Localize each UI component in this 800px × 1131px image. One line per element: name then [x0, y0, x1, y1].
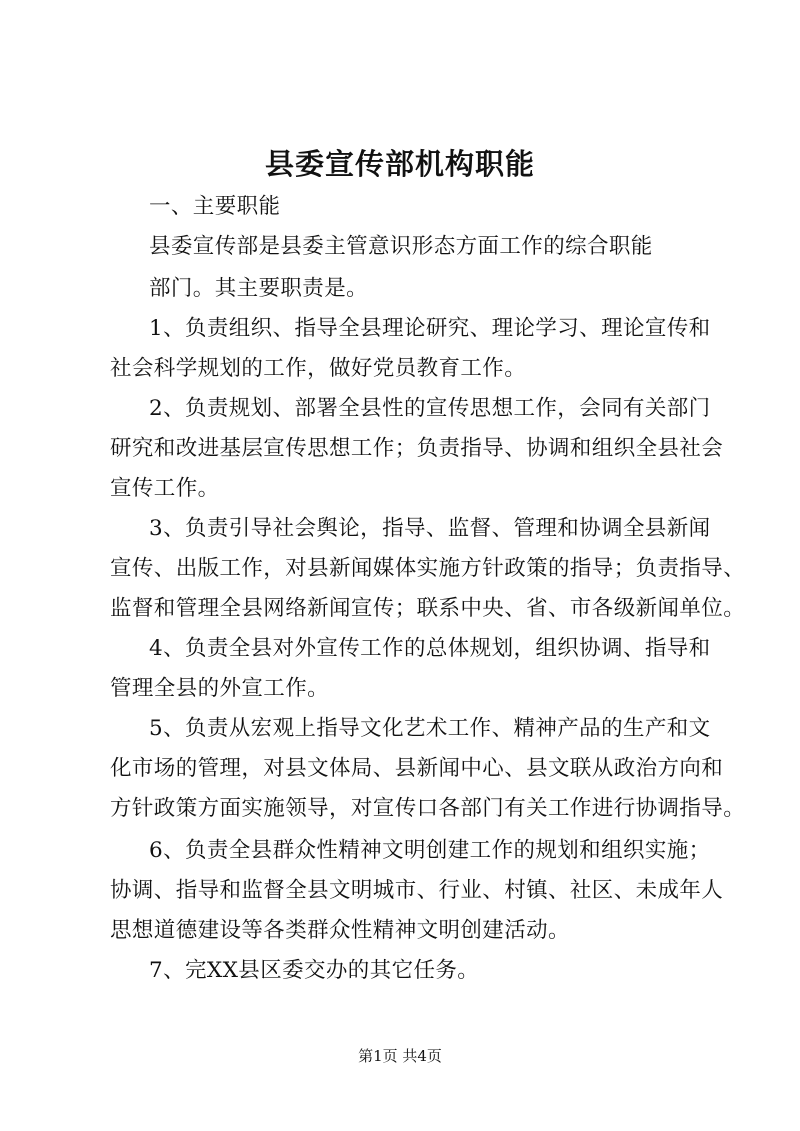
paragraph-line: 宣传、出版工作，对县新闻媒体实施方针政策的指导；负责指导、	[110, 556, 746, 581]
paragraph-line: 社会科学规划的工作，做好党员教育工作。	[110, 356, 527, 381]
paragraph-line: 3、负责引导社会舆论，指导、监督、管理和协调全县新闻	[149, 516, 711, 541]
paragraph-line: 化市场的管理，对县文体局、县新闻中心、县文联从政治方向和	[110, 756, 724, 781]
paragraph-line: 7、完XX县区委交办的其它任务。	[149, 958, 480, 983]
paragraph-line: 县委宣传部是县委主管意识形态方面工作的综合职能	[149, 234, 653, 259]
section-heading: 一、主要职能	[149, 194, 281, 219]
page-title: 县委宣传部机构职能	[264, 147, 535, 181]
paragraph-line: 方针政策方面实施领导，对宣传口各部门有关工作进行协调指导。	[110, 796, 746, 821]
paragraph-line: 宣传工作。	[110, 476, 220, 501]
paragraph-line: 2、负责规划、部署全县性的宣传思想工作，会同有关部门	[149, 396, 711, 421]
paragraph-line: 1、负责组织、指导全县理论研究、理论学习、理论宣传和	[149, 316, 711, 341]
paragraph-line: 思想道德建设等各类群众性精神文明创建活动。	[110, 918, 570, 943]
paragraph-line: 协调、指导和监督全县文明城市、行业、村镇、社区、未成年人	[110, 878, 724, 903]
paragraph-line: 6、负责全县群众性精神文明创建工作的规划和组织实施；	[149, 838, 711, 863]
page-footer: 第1页 共4页	[358, 1047, 442, 1065]
paragraph-line: 管理全县的外宣工作。	[110, 676, 330, 701]
paragraph-line: 部门。其主要职责是。	[149, 276, 369, 301]
paragraph-line: 4、负责全县对外宣传工作的总体规划，组织协调、指导和	[149, 636, 711, 661]
paragraph-line: 5、负责从宏观上指导文化艺术工作、精神产品的生产和文	[149, 716, 711, 741]
paragraph-line: 监督和管理全县网络新闻宣传；联系中央、省、市各级新闻单位。	[110, 596, 746, 621]
paragraph-line: 研究和改进基层宣传思想工作；负责指导、协调和组织全县社会	[110, 436, 724, 461]
